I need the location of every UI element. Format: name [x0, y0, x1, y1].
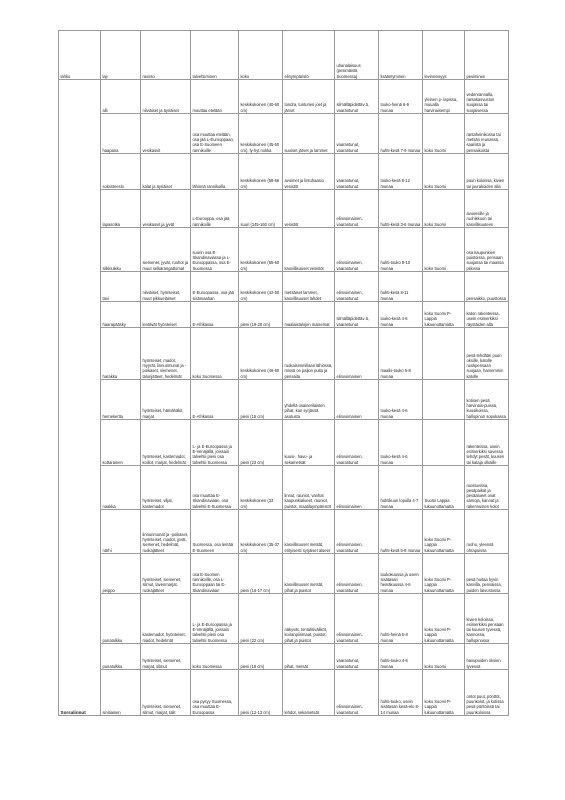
table-cell: L-Eurooppa, osa jää rannikoille: [191, 190, 239, 228]
table-cell: koko Suomi: [423, 644, 465, 670]
species-name-cell: tavi: [101, 272, 141, 302]
table-cell: vaarantunut, vaarantunut: [335, 154, 379, 190]
table-cell: koko Suomi P-Lappia lukuunottamatta: [423, 670, 465, 716]
table-cell: ruokaisimmillaan lähiössä, missä on paljon puita ja pensaita: [283, 328, 335, 380]
table-cell: kotisen pesä, harvinais-puissa, kuusikoissa, hallopinon sopukassa: [465, 380, 509, 420]
table-cell: touko-kesä 4-6 munaa: [379, 302, 423, 328]
table-cell: elinvoimainen, vaarantunut: [335, 420, 379, 466]
table-cell: hyönteiset, siemenet, marjat, silmut: [141, 644, 191, 670]
table-cell: pieni (19-20 cm): [239, 302, 283, 328]
table-cell: havupuiden oksien tyvessä: [465, 644, 509, 670]
table-cell: L- ja E-Euroopassa ja E-Venäjällä, joissain talvehtii pieni osa talvehtii Suomessa: [191, 420, 239, 466]
species-name-cell: silkkiuikku: [101, 228, 141, 272]
table-cell: keskikokoinen (46-50 cm): [239, 328, 283, 380]
table-cell: rakenteissa, usein esimerkiksi savessa tehdyt pesät, kuusen tai kataja olkaille: [465, 420, 509, 466]
table-cell: tundra, tunturien joet ja järvet: [283, 80, 335, 114]
table-row: [59, 272, 509, 302]
table-cell: osa pysyy Suomessa, osa muuttaa E-Euroopassa: [191, 670, 239, 716]
table-cell: pesä tehdään puun oksille, katolle ruiskpensaan suojaan, harvemmin katolle: [465, 328, 509, 380]
header-cell: talvehtiminen: [191, 31, 239, 80]
table-cell: huhti-touko, usein sisätasan kesä-elo 8-14 munaa: [379, 670, 423, 716]
table-cell: elinvoimainen: [335, 466, 379, 510]
table-cell: huhti-heinä 5-8 munaa: [379, 594, 423, 644]
table-cell: [423, 420, 465, 466]
header-cell: lahko: [59, 31, 101, 80]
table-cell: huhti-kesä 7-9 munaa: [379, 114, 423, 154]
table-cell: silmälläpidettäv ä, vaarantunut: [335, 302, 379, 328]
table-cell: touko-kesä 8-12 munaa: [379, 154, 423, 190]
table-cell: hyönteiset, siemenet, silmut, marjat, talit: [141, 670, 191, 716]
table-row: [59, 190, 509, 228]
table-cell: Suomi Lappia lukuunottamatta: [423, 466, 465, 510]
table-cell: osa kaupunkien puistoissa, pensaan suojassa tai maassa piilossa: [465, 228, 509, 272]
table-body: [59, 31, 509, 716]
table-row: [59, 644, 509, 670]
species-name-cell: peippo: [101, 554, 141, 594]
table-cell: elinvoimainen, vaarantunut: [335, 554, 379, 594]
table-cell: muuttaa etelään: [191, 80, 239, 114]
table-cell: kalat ja äyriäiset: [141, 154, 191, 190]
table-cell: elinvoimainen: [335, 328, 379, 380]
table-cell: avovesille ja ruohikkoon tai kasvillisuuteen: [465, 190, 509, 228]
table-cell: siemenet, jyvät, ruohot ja muut selkärangattomat: [141, 228, 191, 272]
table-cell: keskikokoinen (58-66 cm): [239, 154, 283, 190]
table-cell: keskikokoinen (45-50 cm), ly-hyt nokka: [239, 114, 283, 154]
table-row: [59, 670, 509, 716]
species-name-cell: haapana: [101, 114, 141, 154]
table-cell: maalis-touko 5-8 munaa: [379, 328, 423, 380]
table-cell: [423, 272, 465, 302]
table-cell: huhtikuun lopulla 4-7 munaa: [379, 466, 423, 510]
table-cell: keskikokoinen (33 cm): [239, 466, 283, 510]
table-cell: koko Suomi: [423, 114, 465, 154]
table-cell: nilviäiset ja äyriäiset: [141, 80, 191, 114]
species-name-cell: närhi: [101, 510, 141, 554]
table-row: [59, 154, 509, 190]
table-cell: hyönteiset, madot, myyrät, linnunmunat ja -poikaset, siemenet, talonjätteet, hedelmät: [141, 328, 191, 380]
order-group-label: Sorsalinnut: [59, 80, 101, 716]
table-cell: katon rakenteissa, usein esimerkiksi räystäiden alla: [465, 302, 509, 328]
table-cell: vesistöt: [283, 190, 335, 228]
table-cell: osa muuttaa E-Skandinaviaan, osa talvehtii E-Suomessa: [191, 466, 239, 510]
species-name-cell: sinitiainen: [101, 670, 141, 716]
table-cell: koko Suomi: [423, 154, 465, 190]
species-name-cell: punatulkku: [101, 594, 141, 644]
table-cell: kastemadot, hyönteiset, madot, hedelmät: [141, 594, 191, 644]
species-name-cell: naakka: [101, 466, 141, 510]
table-cell: kasvillisuuset vesistöt: [283, 228, 335, 272]
table-cell: elinvoimainen: [335, 380, 379, 420]
table-cell: hyönteiset, siemenet, silmut, lavenmarjat, ruokajätteet: [141, 554, 191, 594]
table-cell: lehdot, sekametsät: [283, 670, 335, 716]
table-cell: vedenrannalla, rantakasvuston suojassa tai suojaisessa: [465, 80, 509, 114]
table-cell: hyönteiset, viljat, kastemadot: [141, 466, 191, 510]
table-cell: huhti-kesä 5-8 munaa: [379, 510, 423, 554]
species-name-cell: punatulkku: [101, 644, 141, 670]
table-cell: näkyvät, tontahtiväliköt, koiranpiirimaat, puistot, pihat ja puistot: [283, 594, 335, 644]
header-cell: laji: [101, 31, 141, 80]
table-cell: huhti-kesä 8-11 munaa: [379, 272, 423, 302]
header-cell: lisääntyminen: [379, 31, 423, 80]
table-cell: koko Suomi P-Lappia lukuunottamatta: [423, 554, 465, 594]
table-cell: osa muuttaa etelään, osa jää L-Eurooppaan, osa E-Suomeen rannikoille: [191, 114, 239, 154]
header-row: [59, 31, 509, 80]
table-row: [59, 328, 509, 380]
table-cell: koko Suomi: [423, 190, 465, 228]
header-cell: elinympäristö: [283, 31, 335, 80]
table-cell: koko Suomi P-Lappia lukuunottamatta: [423, 510, 465, 554]
table-cell: koko Suomessa: [191, 328, 239, 380]
table-cell: Suomessa, osa lentää E-Suomeen: [191, 510, 239, 554]
species-name-cell: kottarainen: [101, 420, 141, 466]
table-row: [59, 302, 509, 328]
table-cell: pihat, metsät: [283, 644, 335, 670]
table-cell: elinvoimainen, vaarantunut: [335, 594, 379, 644]
species-name-cell: harakka: [101, 328, 141, 380]
table-cell: keskikokoinen (40-60 cm): [239, 80, 283, 114]
table-cell: pesä hoitaa hyvin kasvilla, pensaissa, puiden latvustossa: [465, 554, 509, 594]
table-cell: elinvoimainen, vaarantunut: [335, 670, 379, 716]
table-cell: yleinen p- lapissa, muualla harvinaisempi: [423, 80, 465, 114]
table-cell: touko-kesä 4-6 munaa: [379, 380, 423, 420]
table-cell: linnunmunat ja -poikaset, hyönteiset, madot, jyvät, siemenet, hedelmät, ruokajätteet: [141, 510, 191, 554]
table-cell: koko Suomessa: [191, 644, 239, 670]
header-cell: levinneisyys: [423, 31, 465, 80]
table-cell: huhti-touko 4-6 munaa: [379, 644, 423, 670]
table-cell: huhti-kesä 3-6 munaa: [379, 190, 423, 228]
table-cell: lentävät hyönteiset: [141, 302, 191, 328]
table-cell: elinvoimainen, vaarantunut: [335, 510, 379, 554]
table-cell: pieni (16-17 cm): [239, 554, 283, 594]
table-cell: pieni (22 cm): [239, 594, 283, 644]
table-cell: E-Afrikassa: [191, 380, 239, 420]
table-row: [59, 554, 509, 594]
table-row: [59, 380, 509, 420]
table-cell: pieni (15 cm): [239, 380, 283, 420]
document-page: [58, 30, 508, 716]
table-cell: rantaheinikossa tai metsän reunassa, saarista ja pensaikoista: [465, 114, 509, 154]
table-cell: elinvoimainen, vaarantunut: [335, 228, 379, 272]
table-cell: [423, 328, 465, 380]
species-name-cell: haarapääsky: [101, 302, 141, 328]
table-row: [59, 228, 509, 272]
table-cell: suurin osa E-Skandinaviassa ja L-Eurooppassa, osa E-Suomessa: [191, 228, 239, 272]
species-name-cell: alli: [101, 80, 141, 114]
table-cell: pieni (23 cm): [239, 420, 283, 466]
table-cell: touko-heinä 6-9 munaa: [379, 80, 423, 114]
header-cell: uhanalaisuus (pesimäistä Suomessa): [335, 31, 379, 80]
species-name-cell: sokssteeslo: [101, 154, 141, 190]
table-row: [59, 80, 509, 114]
header-cell: ravinto: [141, 31, 191, 80]
table-cell: vaarantunut, vaarantunut: [335, 644, 379, 670]
table-cell: suoiset järvet ja lammet: [283, 114, 335, 154]
table-cell: pieni (12-13 cm): [239, 670, 283, 716]
species-name-cell: lapasotka: [101, 190, 141, 228]
table-cell: koko Suomi P-Lappia lukuunottamatta: [423, 594, 465, 644]
table-cell: ruoho, yleensä ohrapuissa: [465, 510, 509, 554]
table-cell: maalaistalojen maisemat: [283, 302, 335, 328]
table-cell: elinvoimainen, vaarantunut: [335, 190, 379, 228]
bird-species-table: [58, 30, 509, 716]
table-cell: puun koloissa, kivien tai juurakoiden alla: [465, 154, 509, 190]
table-cell: E-Euroopassa, osa jää sisämaahan: [191, 272, 239, 302]
table-row: [59, 466, 509, 510]
table-cell: toukokuussa ja usein sisätasan heinäkuussa 4-6 munaa: [379, 554, 423, 594]
table-cell: osa E-Suomen rannikoille, osa L-Eurooppaan tai E-Skandinaviaan: [191, 554, 239, 594]
table-cell: hyönteiset, hämähäkit, marjat: [141, 380, 191, 420]
table-cell: nilviäiset, hyönteiset, muut pikkueläimet: [141, 272, 191, 302]
table-cell: pensaikko, puustossa: [465, 272, 509, 302]
table-cell: avoimet ja lintuhaasio vesistöt: [283, 154, 335, 190]
table-cell: kivien koloissa, esimerkiksi pensaan tai kuusen tyvessä, kannossa, hallopinossa: [465, 594, 509, 644]
table-cell: huhti-touko 8-10 munaa: [379, 228, 423, 272]
table-cell: keskikokoinen (42-50 cm): [239, 272, 283, 302]
table-cell: elinvoimainen, vaarantunut: [335, 272, 379, 302]
table-cell: kasvillisuuset metsät, pihat ja puistot: [283, 554, 335, 594]
table-cell: silmälläpidettäv ä, vaarantunut: [335, 80, 379, 114]
table-cell: pieni (18 cm): [239, 644, 283, 670]
header-cell: pesiminen: [465, 31, 509, 80]
table-cell: lähinnä rannikoilla: [191, 154, 239, 190]
table-cell: E-Afrikassa: [191, 302, 239, 328]
table-cell: hyönteiset, kastemadot, koiliot, marjat, hedelmät: [141, 420, 191, 466]
table-cell: ontot puut, pönttöt, puunkolot, ja kotissa pesä pöntöissä tai puunkoloissa: [465, 670, 509, 716]
table-cell: kasvillisuuset metsät, erityisesti syrjäiset alueet: [283, 510, 335, 554]
species-name-cell: hernekerttu: [101, 380, 141, 420]
table-cell: yhdellä osainerilaisten pihat, kun syrjässä asutusta: [283, 380, 335, 420]
table-row: [59, 510, 509, 554]
header-cell: koko: [239, 31, 283, 80]
table-cell: L- ja E-Euroopassa ja E-Venäjällä, joissain talvehtii pieni osa talvehtii Suomessa: [191, 594, 239, 644]
table-cell: koko Suomi: [423, 228, 465, 272]
table-cell: metsäiset lammet, kasvillisuuset lahdet: [283, 272, 335, 302]
table-cell: koko Suomi P-Lappia lukuunottamatta: [423, 302, 465, 328]
table-cell: kuusi-, havu- ja sekametsät: [283, 420, 335, 466]
table-row: [59, 594, 509, 644]
table-row: [59, 420, 509, 466]
table-cell: touko-kesä 4-6 munaa: [379, 420, 423, 466]
table-cell: ruostuvissa, pesäpaikat ja pesäalueet ovat samoja, kannat ja rakennusten kolot: [465, 466, 509, 510]
table-cell: keskikokoinen (35-37 cm): [239, 510, 283, 554]
table-cell: suuri (145-160 cm): [239, 190, 283, 228]
table-cell: vesikasvit ja jyvät: [141, 190, 191, 228]
table-cell: keskikokoinen (55-60 cm): [239, 228, 283, 272]
table-cell: vaarantunut, vaarantunut: [335, 114, 379, 154]
table-cell: linnut, rauniot, vanhat kaupunkialueet, rauniot, puistot, maatilaympäristöt: [283, 466, 335, 510]
table-cell: [423, 380, 465, 420]
table-cell: vesikasvit: [141, 114, 191, 154]
table-row: [59, 114, 509, 154]
